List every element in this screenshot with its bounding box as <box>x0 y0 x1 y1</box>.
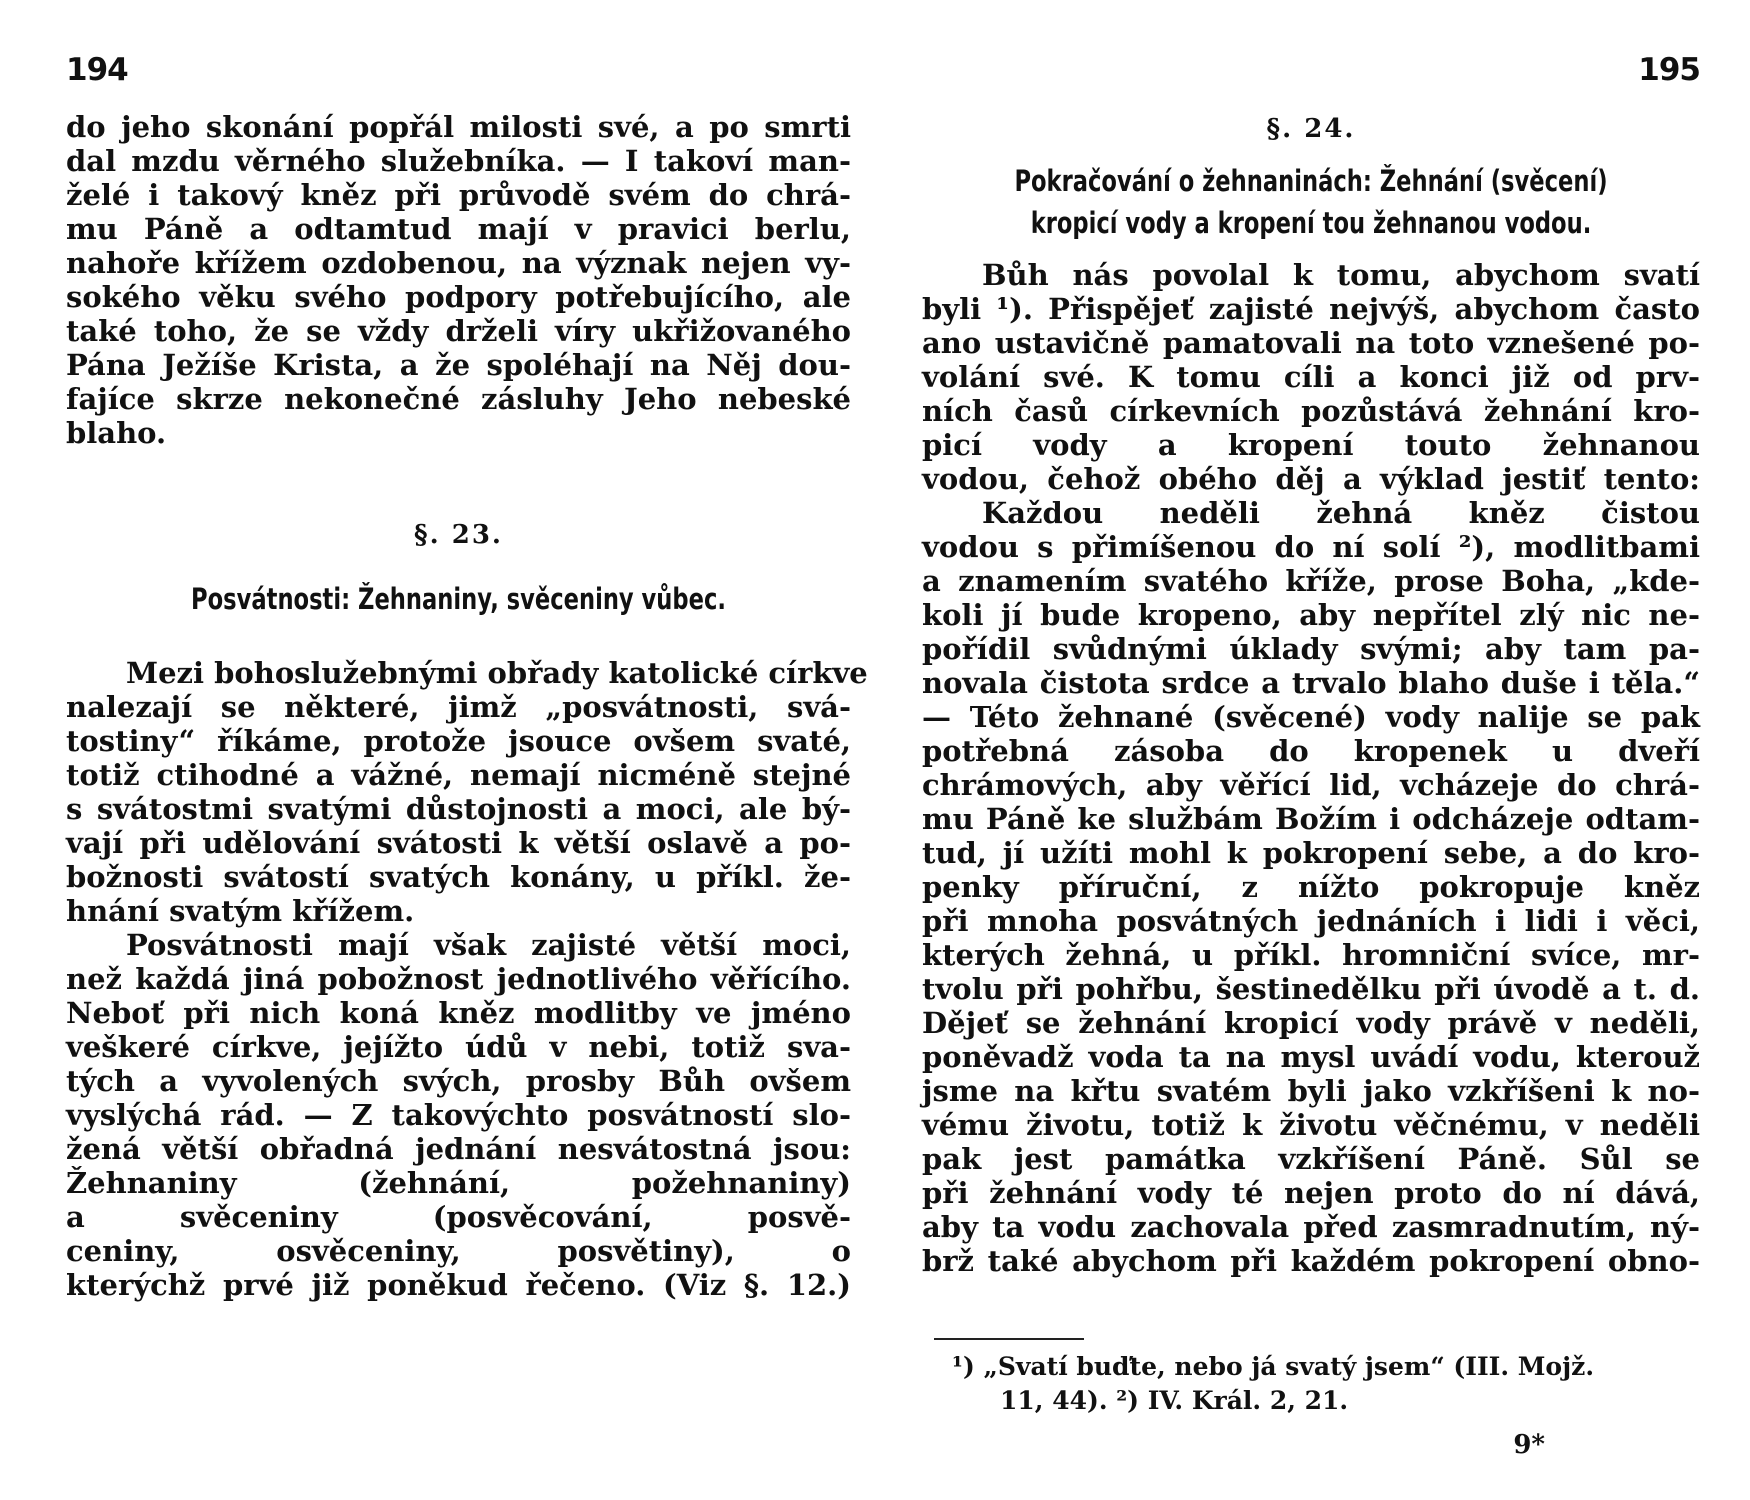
right-page <box>922 0 1700 1500</box>
text-line: Dějeť se žehnání kropicí vody právě v neděli, <box>922 1006 1700 1040</box>
text-line: Každou neděli žehná kněz čistou <box>982 496 1700 530</box>
section-title-line: Posvátnosti: Žehnaniny, svěceniny vůbec. <box>191 582 726 616</box>
text-line: potřebná zásoba do kropenek u dveří <box>922 734 1700 768</box>
text-line: penky příruční, z nížto pokropuje kněz <box>922 870 1700 904</box>
text-line: želé i takový kněz při průvodě svém do chrá- <box>66 178 851 212</box>
page-number: 195 <box>1638 52 1700 88</box>
text-line: žená větší obřadná jednání nesvátostná jsou: <box>66 1132 851 1166</box>
text-line: nahoře křížem ozdobenou, na význak nejen vy- <box>66 246 851 280</box>
text-line: byli ¹). Přispějeť zajisté nejvýš, abychom často <box>922 292 1700 326</box>
text-line: Posvátnosti mají však zajisté větší moci, <box>126 928 851 962</box>
text-line: do jeho skonání popřál milosti své, a po smrti <box>66 110 851 144</box>
section-title <box>1008 160 1615 244</box>
text-line: vodou s přimíšenou do ní solí ²), modlitbami <box>922 530 1700 564</box>
text-line: tostiny“ říkáme, protože jsouce ovšem svaté, <box>66 724 851 758</box>
text-line: vyslýchá rád. — Z takovýchto posvátností slo- <box>66 1098 851 1132</box>
signature-mark: 9* <box>1513 1430 1545 1460</box>
text-line: pak jest památka vzkříšení Páně. Sůl se <box>922 1142 1700 1176</box>
text-line: také toho, že se vždy drželi víry ukřižovaného <box>66 314 851 348</box>
text-line: sokého věku svého podpory potřebujícího, ale <box>66 280 851 314</box>
text-line: ních časů církevních pozůstává žehnání kro- <box>922 394 1700 428</box>
paragraph <box>922 258 1700 1278</box>
left-page <box>66 0 868 1500</box>
footnote-rule <box>934 1338 1084 1340</box>
text-line: ano ustavičně pamatovali na toto vznešené po- <box>922 326 1700 360</box>
footnote-line: ¹) „Svatí buďte, nebo já svatý jsem“ (III. Mojž. <box>952 1352 1595 1381</box>
text-line: vodou, čehož obého děj a výklad jestiť tento: <box>922 462 1700 496</box>
text-line: jsme na křtu svatém byli jako vzkříšeni k no- <box>922 1074 1700 1108</box>
text-line: veškeré církve, jejížto údů v nebi, totiž sva- <box>66 1030 851 1064</box>
text-line: aby ta vodu zachovala před zasmradnutím, ný- <box>922 1210 1700 1244</box>
text-line: Bůh nás povolal k tomu, abychom svatí <box>982 258 1700 292</box>
text-line: totiž ctihodné a vážné, nemají nicméně stejné <box>66 758 851 792</box>
text-line: Mezi bohoslužebnými obřady katolické církve <box>126 656 868 690</box>
text-line: kterýchž prvé již poněkud řečeno. (Viz §. 12.) <box>66 1268 851 1302</box>
text-line: chrámových, aby věřící lid, vcházeje do chrá- <box>922 768 1700 802</box>
footnote-line: 11, 44). ²) IV. Král. 2, 21. <box>1000 1386 1349 1415</box>
text-line: božnosti svátostí svatých konány, u příkl. že- <box>66 860 851 894</box>
text-line: tých a vyvolených svých, prosby Bůh ovšem <box>66 1064 851 1098</box>
text-line: pořídil svůdnými úklady svými; aby tam pa- <box>922 632 1700 666</box>
paragraph <box>66 656 868 1302</box>
text-line: Neboť při nich koná kněz modlitby ve jméno <box>66 996 851 1030</box>
text-line: nalezají se některé, jimž „posvátnosti, svá- <box>66 690 851 724</box>
text-line: při žehnání vody té nejen proto do ní dává, <box>922 1176 1700 1210</box>
text-line: dal mzdu věrného služebníka. — I takoví man- <box>66 144 851 178</box>
text-line: blaho. <box>66 416 167 450</box>
text-line: brž také abychom při každém pokropení obno- <box>922 1244 1700 1278</box>
text-line: hnání svatým křížem. <box>66 894 415 928</box>
text-line: mu Páně a odtamtud mají v pravici berlu, <box>66 212 851 246</box>
text-line: Žehnaniny (žehnání, požehnaniny) <box>66 1166 851 1200</box>
section-number: §. 24. <box>1266 114 1356 144</box>
text-line: fajíce skrze nekonečné zásluhy Jeho nebeské <box>66 382 851 416</box>
text-line: volání své. K tomu cíli a konci již od prv- <box>922 360 1700 394</box>
text-line: mu Páně ke službám Božím i odcházeje odtam- <box>922 802 1700 836</box>
text-line: než každá jiná pobožnost jednotlivého věřícího. <box>66 962 851 996</box>
text-line: koli jí bude kropeno, aby nepřítel zlý nic ne- <box>922 598 1700 632</box>
text-line: a svěceniny (posvěcování, posvě- <box>66 1200 851 1234</box>
text-line: s svátostmi svatými důstojnosti a moci, ale bý- <box>66 792 851 826</box>
text-line: vému životu, totiž k životu věčnému, v neděli <box>922 1108 1700 1142</box>
text-line: tvolu při pohřbu, šestinedělku při úvodě a t. d. <box>922 972 1700 1006</box>
section-title <box>152 578 764 620</box>
text-line: novala čistota srdce a trvalo blaho duše i těla.“ <box>922 666 1700 700</box>
text-line: poněvadž voda ta na mysl uvádí vodu, kterouž <box>922 1040 1700 1074</box>
text-line: při mnoha posvátných jednáních i lidi i věci, <box>922 904 1700 938</box>
section-title-line: kropicí vody a kropení tou žehnanou vodou. <box>1030 206 1592 240</box>
text-line: kterých žehná, u příkl. hromniční svíce, mr- <box>922 938 1700 972</box>
text-line: picí vody a kropení touto žehnanou <box>922 428 1700 462</box>
section-title-line: Pokračování o žehnaninách: Žehnání (svěcení) <box>1014 164 1608 198</box>
text-line: a znamením svatého kříže, prose Boha, „kde- <box>922 564 1700 598</box>
text-line: tud, jí užíti mohl k pokropení sebe, a do kro- <box>922 836 1700 870</box>
page-number: 194 <box>66 52 128 88</box>
text-line: Pána Ježíše Krista, a že spoléhají na Něj dou- <box>66 348 851 382</box>
text-line: — Této žehnané (svěcené) vody nalije se pak <box>922 700 1700 734</box>
text-line: vají při udělování svátosti k větší oslavě a po- <box>66 826 851 860</box>
text-line: ceniny, osvěceniny, posvětiny), o <box>66 1234 851 1268</box>
section-number: §. 23. <box>414 520 503 550</box>
footnotes <box>952 1350 1700 1418</box>
top-paragraph <box>66 110 851 450</box>
